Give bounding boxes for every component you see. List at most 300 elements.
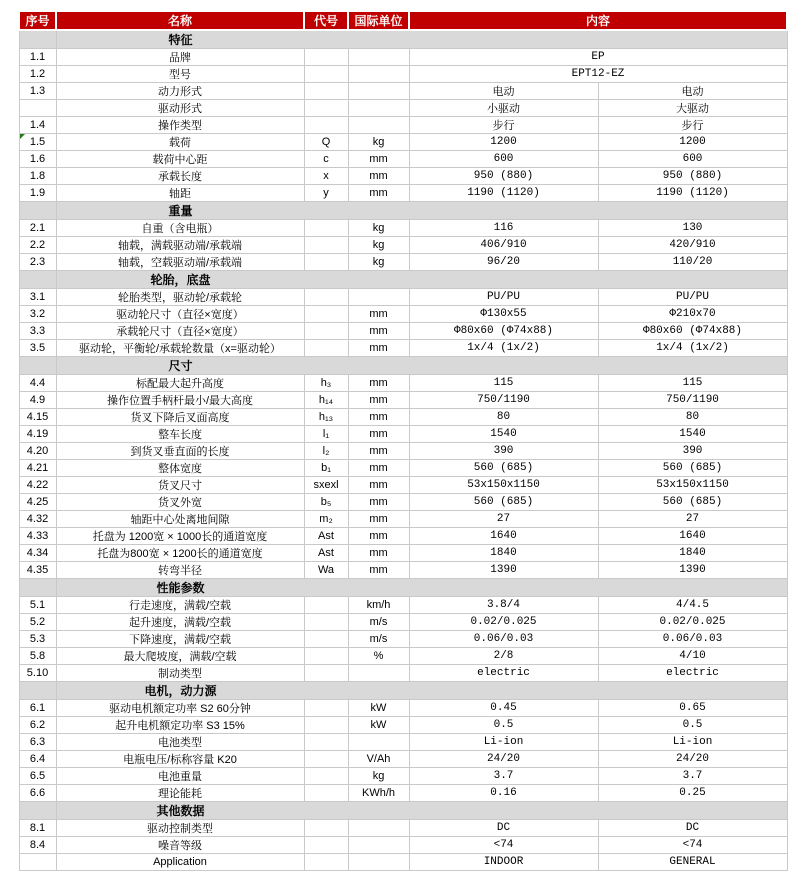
table-row [19,854,787,871]
cell-code [304,631,348,648]
cell-value-2: 130 [598,220,787,237]
table-row [19,168,787,185]
cell-value-2: 1200 [598,134,787,151]
table-row [19,460,787,477]
cell-value-1: 步行 [409,117,598,134]
cell-name: 理论能耗 [56,785,304,802]
cell-value-2: 1x/4 (1x/2) [598,340,787,357]
header-name: 名称 [56,11,304,30]
section-label-cell [56,271,787,289]
cell-value-2: 电动 [598,83,787,100]
cell-unit [348,665,409,682]
table-row [19,323,787,340]
table-row [19,392,787,409]
cell-code: l₂ [304,443,348,460]
cell-code: Wa [304,562,348,579]
section-no-cell [19,579,56,597]
cell-unit: mm [348,375,409,392]
cell-name: 转弯半径 [56,562,304,579]
cell-name: 自重（含电瓶） [56,220,304,237]
cell-name: 驱动形式 [56,100,304,117]
table-row [19,545,787,562]
cell-no: 3.2 [19,306,56,323]
cell-unit [348,49,409,66]
cell-unit: mm [348,185,409,202]
cell-no: 6.2 [19,717,56,734]
section-no-cell [19,202,56,220]
cell-name: 动力形式 [56,83,304,100]
cell-code [304,66,348,83]
cell-no: 1.5 [19,134,56,151]
cell-name: 托盘为800宽 × 1200长的通道宽度 [56,545,304,562]
section-row [19,30,787,49]
cell-value-2: 1540 [598,426,787,443]
cell-unit: mm [348,323,409,340]
cell-unit: m/s [348,631,409,648]
cell-no: 6.6 [19,785,56,802]
cell-value-2: 1190 (1120) [598,185,787,202]
cell-value-2: 390 [598,443,787,460]
cell-value-2: 53x150x1150 [598,477,787,494]
cell-value-1: 1540 [409,426,598,443]
cell-code [304,237,348,254]
cell-code [304,700,348,717]
cell-value-2: <74 [598,837,787,854]
cell-name: 型号 [56,66,304,83]
cell-code [304,597,348,614]
cell-code [304,751,348,768]
cell-no: 2.2 [19,237,56,254]
cell-unit: mm [348,511,409,528]
cell-value-2: 3.7 [598,768,787,785]
table-row [19,49,787,66]
cell-name: 整车长度 [56,426,304,443]
cell-value-1: 950 (880) [409,168,598,185]
cell-code: m₂ [304,511,348,528]
cell-no: 4.33 [19,528,56,545]
cell-no [19,854,56,871]
cell-value-2: 80 [598,409,787,426]
cell-no: 6.5 [19,768,56,785]
cell-unit: kW [348,700,409,717]
cell-value-2: 27 [598,511,787,528]
cell-value-1: Li-ion [409,734,598,751]
table-row [19,340,787,357]
cell-name: 整体宽度 [56,460,304,477]
section-row [19,802,787,820]
cell-value-2: DC [598,820,787,837]
cell-no: 1.6 [19,151,56,168]
cell-no: 3.3 [19,323,56,340]
cell-code: Ast [304,528,348,545]
cell-no: 3.5 [19,340,56,357]
cell-value-1: 560 (685) [409,460,598,477]
section-label: 尺寸 [168,359,193,373]
cell-unit: mm [348,151,409,168]
table-row [19,717,787,734]
cell-value-1: 电动 [409,83,598,100]
cell-unit: kg [348,220,409,237]
cell-no: 4.15 [19,409,56,426]
cell-value-2: 110/20 [598,254,787,271]
cell-code: Ast [304,545,348,562]
cell-name: 驱动电机额定功率 S2 60分钟 [56,700,304,717]
cell-unit: kg [348,134,409,151]
cell-code [304,340,348,357]
table-row [19,185,787,202]
cell-value-1: 1640 [409,528,598,545]
cell-code [304,648,348,665]
section-row [19,202,787,220]
section-no-cell [19,682,56,700]
cell-unit: mm [348,340,409,357]
section-no-cell [19,802,56,820]
cell-name: 操作类型 [56,117,304,134]
section-row [19,682,787,700]
cell-name: 轮胎类型，驱动轮/承载轮 [56,289,304,306]
table-row [19,511,787,528]
cell-value-1: 390 [409,443,598,460]
cell-unit: KWh/h [348,785,409,802]
table-row [19,614,787,631]
cell-code [304,83,348,100]
cell-value-2: Φ80x60 (Φ74x88) [598,323,787,340]
cell-name: 电池重量 [56,768,304,785]
cell-unit: kg [348,237,409,254]
cell-value-1: 1190 (1120) [409,185,598,202]
cell-value-2: electric [598,665,787,682]
section-row [19,579,787,597]
cell-name: 承载轮尺寸（直径×宽度） [56,323,304,340]
cell-value-2: 步行 [598,117,787,134]
cell-value-2: 600 [598,151,787,168]
table-row [19,306,787,323]
cell-unit: mm [348,494,409,511]
cell-value-2: 大驱动 [598,100,787,117]
cell-value-1: 3.7 [409,768,598,785]
table-row [19,100,787,117]
cell-value-1: 0.02/0.025 [409,614,598,631]
header-unit: 国际单位 [348,11,409,30]
cell-code: l₁ [304,426,348,443]
header-no: 序号 [19,11,56,30]
cell-value-2: 4/10 [598,648,787,665]
cell-value-merged: EP [409,49,787,66]
cell-no: 6.1 [19,700,56,717]
cell-name: 货叉外宽 [56,494,304,511]
cell-code [304,785,348,802]
cell-code [304,854,348,871]
cell-no: 2.1 [19,220,56,237]
cell-value-2: 0.25 [598,785,787,802]
section-row [19,271,787,289]
cell-value-1: 27 [409,511,598,528]
cell-flag-icon [20,134,25,139]
cell-value-1: 24/20 [409,751,598,768]
cell-unit: mm [348,528,409,545]
cell-unit: mm [348,562,409,579]
section-label: 性能参数 [156,581,205,595]
cell-no: 5.2 [19,614,56,631]
cell-name: 品牌 [56,49,304,66]
cell-no: 5.1 [19,597,56,614]
cell-code: b₅ [304,494,348,511]
cell-value-1: 116 [409,220,598,237]
cell-no: 4.20 [19,443,56,460]
cell-name: 驱动控制类型 [56,820,304,837]
section-label-cell [56,802,787,820]
header-content: 内容 [409,11,787,30]
cell-code [304,49,348,66]
cell-unit [348,66,409,83]
cell-no: 6.4 [19,751,56,768]
cell-value-2: 950 (880) [598,168,787,185]
cell-name: 载荷 [56,134,304,151]
cell-value-1: electric [409,665,598,682]
cell-code: sxexl [304,477,348,494]
section-label: 其他数据 [156,804,205,818]
table-row [19,700,787,717]
cell-value-2: 1840 [598,545,787,562]
section-row [19,357,787,375]
cell-value-1: 115 [409,375,598,392]
cell-value-2: 560 (685) [598,460,787,477]
cell-name: 标配最大起升高度 [56,375,304,392]
cell-no: 5.3 [19,631,56,648]
cell-value-2: 0.06/0.03 [598,631,787,648]
cell-value-2: 0.02/0.025 [598,614,787,631]
cell-name: 轴距中心处离地间隙 [56,511,304,528]
cell-name: 承载长度 [56,168,304,185]
table-row [19,66,787,83]
cell-no: 1.3 [19,83,56,100]
cell-unit: V/Ah [348,751,409,768]
cell-no: 4.19 [19,426,56,443]
cell-unit [348,100,409,117]
cell-name: 起升速度，满载/空载 [56,614,304,631]
table-row [19,477,787,494]
cell-unit: mm [348,460,409,477]
cell-no: 2.3 [19,254,56,271]
cell-unit: m/s [348,614,409,631]
cell-name: 操作位置手柄杆最小/最大高度 [56,392,304,409]
cell-no: 5.8 [19,648,56,665]
cell-unit: mm [348,392,409,409]
cell-code [304,734,348,751]
table-row [19,597,787,614]
cell-value-2: 115 [598,375,787,392]
cell-no: 8.4 [19,837,56,854]
cell-name: 电瓶电压/标称容量 K20 [56,751,304,768]
cell-code: h₁₄ [304,392,348,409]
cell-code [304,614,348,631]
cell-no: 1.4 [19,117,56,134]
section-no-cell [19,30,56,49]
cell-name: 轴载，空载驱动端/承载端 [56,254,304,271]
cell-no: 1.9 [19,185,56,202]
cell-name: 下降速度，满载/空载 [56,631,304,648]
table-row [19,648,787,665]
cell-no: 5.10 [19,665,56,682]
cell-name: 轴载，满载驱动端/承载端 [56,237,304,254]
table-row [19,751,787,768]
table-row [19,409,787,426]
cell-value-1: 560 (685) [409,494,598,511]
cell-unit: % [348,648,409,665]
cell-no: 4.9 [19,392,56,409]
cell-name: 货叉下降后叉面高度 [56,409,304,426]
cell-value-2: Φ210x70 [598,306,787,323]
cell-code [304,100,348,117]
cell-value-1: 406/910 [409,237,598,254]
cell-value-1: 750/1190 [409,392,598,409]
cell-no: 4.32 [19,511,56,528]
cell-code [304,117,348,134]
cell-value-1: 小驱动 [409,100,598,117]
cell-unit: mm [348,443,409,460]
cell-no [19,100,56,117]
cell-value-1: 0.06/0.03 [409,631,598,648]
cell-name: 噪音等级 [56,837,304,854]
cell-code: x [304,168,348,185]
table-row [19,289,787,306]
section-label: 电机，动力源 [144,684,217,698]
cell-no: 4.35 [19,562,56,579]
cell-unit: mm [348,306,409,323]
cell-no: 4.34 [19,545,56,562]
header-row [19,11,787,30]
cell-code: h₃ [304,375,348,392]
spec-table [18,10,788,871]
cell-code [304,820,348,837]
cell-no: 1.8 [19,168,56,185]
spec-table-header [19,11,787,30]
cell-name: 行走速度，满载/空载 [56,597,304,614]
cell-value-1: 0.5 [409,717,598,734]
section-label-cell [56,579,787,597]
cell-value-2: 1390 [598,562,787,579]
cell-name: Application [56,854,304,871]
cell-name: 轴距 [56,185,304,202]
cell-code [304,323,348,340]
cell-no: 1.2 [19,66,56,83]
table-row [19,375,787,392]
cell-value-1: 3.8/4 [409,597,598,614]
cell-code [304,306,348,323]
table-row [19,837,787,854]
cell-name: 驱动轮，平衡轮/承载轮数量（x=驱动轮） [56,340,304,357]
table-row [19,220,787,237]
cell-code: Q [304,134,348,151]
section-label-cell [56,30,787,49]
cell-name: 起升电机额定功率 S3 15% [56,717,304,734]
cell-code [304,220,348,237]
cell-name: 制动类型 [56,665,304,682]
cell-value-1: 1200 [409,134,598,151]
section-label-cell [56,682,787,700]
cell-unit [348,854,409,871]
section-label-cell [56,357,787,375]
table-row [19,494,787,511]
cell-value-1: Φ130x55 [409,306,598,323]
cell-value-2: PU/PU [598,289,787,306]
cell-unit [348,83,409,100]
table-row [19,528,787,545]
table-row [19,665,787,682]
section-label: 特征 [168,33,193,47]
cell-value-1: 53x150x1150 [409,477,598,494]
cell-value-2: 750/1190 [598,392,787,409]
table-row [19,734,787,751]
cell-value-1: 1840 [409,545,598,562]
cell-unit: mm [348,409,409,426]
cell-name: 驱动轮尺寸（直径×宽度） [56,306,304,323]
header-code: 代号 [304,11,348,30]
cell-name: 最大爬坡度，满载/空载 [56,648,304,665]
cell-code: c [304,151,348,168]
cell-value-1: 600 [409,151,598,168]
table-row [19,443,787,460]
cell-value-1: 0.45 [409,700,598,717]
table-row [19,785,787,802]
cell-name: 电池类型 [56,734,304,751]
cell-name: 货叉尺寸 [56,477,304,494]
cell-name: 托盘为 1200宽 × 1000长的通道宽度 [56,528,304,545]
cell-code: b₁ [304,460,348,477]
cell-name: 载荷中心距 [56,151,304,168]
cell-value-1: 1x/4 (1x/2) [409,340,598,357]
cell-unit: mm [348,426,409,443]
cell-code: y [304,185,348,202]
cell-no: 4.4 [19,375,56,392]
cell-no: 1.1 [19,49,56,66]
section-no-cell [19,357,56,375]
cell-no: 3.1 [19,289,56,306]
cell-value-2: 1640 [598,528,787,545]
table-row [19,426,787,443]
cell-code [304,717,348,734]
cell-unit: mm [348,168,409,185]
cell-value-2: 24/20 [598,751,787,768]
cell-value-2: 4/4.5 [598,597,787,614]
table-row [19,83,787,100]
table-row [19,254,787,271]
cell-value-2: 560 (685) [598,494,787,511]
table-row [19,151,787,168]
cell-code [304,665,348,682]
table-row [19,820,787,837]
cell-no: 4.22 [19,477,56,494]
cell-unit [348,820,409,837]
cell-no: 6.3 [19,734,56,751]
cell-value-merged: EPT12-EZ [409,66,787,83]
cell-code [304,837,348,854]
cell-unit: mm [348,477,409,494]
spec-table-body [19,30,787,871]
cell-value-2: 0.65 [598,700,787,717]
cell-unit [348,117,409,134]
section-label-cell [56,202,787,220]
table-row [19,237,787,254]
cell-unit: kg [348,768,409,785]
cell-value-1: 80 [409,409,598,426]
table-row [19,631,787,648]
cell-value-1: Φ80x60 (Φ74x88) [409,323,598,340]
cell-value-2: GENERAL [598,854,787,871]
cell-no: 4.25 [19,494,56,511]
cell-value-2: Li-ion [598,734,787,751]
table-row [19,562,787,579]
